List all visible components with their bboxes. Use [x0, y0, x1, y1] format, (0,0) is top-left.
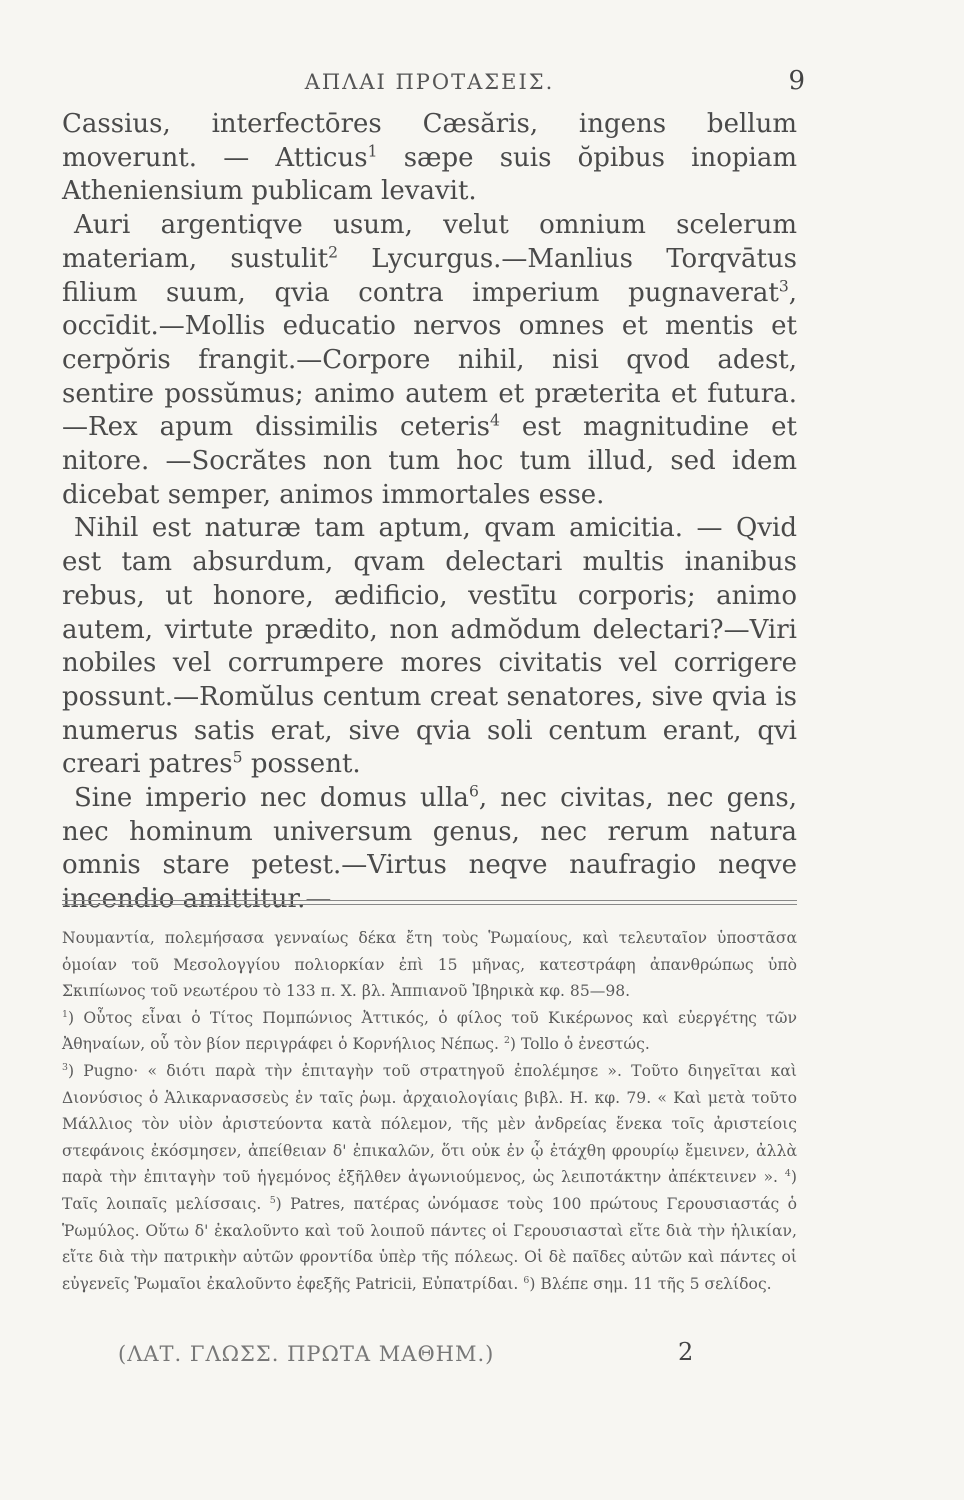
text-run: Lycurgus.—Manlius Torqvātus filium suum, qvia contra imperium pugnaverat: [62, 243, 798, 308]
footnote-mark: 2: [503, 1035, 510, 1047]
footnote-1: [62, 1005, 797, 1058]
running-header: [62, 66, 805, 100]
footnote-mark: 4: [784, 1168, 791, 1180]
running-title: ΑΠΛΑΙ ΠΡΟΤΑΣΕΙΣ.: [304, 70, 555, 94]
main-text: [62, 108, 797, 917]
text-run: , occīdit.—Mollis educatio nervos omnes et mentis et cerpŏris frangit.—Corpore nihil, nisi qvod adest, sentire possŭmus; animo autem et præterita et futura.—Rex apum dissimilis ceteris: [62, 277, 797, 443]
footnote-text: ) Οὗτος εἶναι ὁ Τίτος Πομπώνιος Ἀττικός, ὁ φίλος τοῦ Κικέρωνος καὶ εὐεργέτης τῶν Ἀθηναίων, οὗ τὸν βίον περιγράφει ὁ Κορνήλιος Νέπως.: [62, 1008, 797, 1054]
page-number: 9: [788, 66, 805, 96]
text-run: Cassius, interfectōres Cæsăris, ingens bellum moverunt. — Atticus: [62, 109, 797, 173]
footnote-divider-2: [62, 904, 797, 905]
paragraph-3: [62, 512, 797, 782]
footnote-text: ) Ταῖς λοιπαῖς μελίσσαις.: [62, 1168, 797, 1213]
text-run: , nec civitas, nec gens, nec hominum universum genus, nec rerum natura omnis stare petest.—Virtus neqve naufragio neqve incendio amittitur.—: [62, 783, 797, 915]
footnote-continued: [62, 925, 797, 1005]
printer-signature: (ΛΑΤ. ΓΛΩΣΣ. ΠΡΩΤΑ ΜΑΘΗΜ.): [118, 1342, 495, 1366]
text-run: Nihil est naturæ tam aptum, qvam amicitia. — Qvid est tam absurdum, qvam delectari multis inanibus rebus, ut honore, ædificio, vestītu corporis; animo autem, virtute prædito, non admŏdum delectari?—Viri nobiles vel corrumpere mores civitatis vel corrigere possunt.—Romŭlus centum creat senatores, sive qvia is numerus satis erat, sive qvia soli centum erant, qvi creari patres: [62, 513, 797, 780]
signature-line: [118, 1338, 718, 1378]
paragraph-1: [62, 108, 797, 209]
text-run: sæpe suis ŏpibus inopiam Atheniensium publicam levavit.: [62, 142, 797, 207]
footnotes: [62, 925, 797, 1297]
footnote-3: [62, 1058, 797, 1297]
footnote-divider: [62, 900, 797, 901]
text-run: Sine imperio nec domus ulla: [74, 783, 469, 814]
footnote-text: ) Βλέπε σημ. 11 τῆς 5 σελίδος.: [529, 1274, 772, 1293]
sheet-number: 2: [678, 1338, 694, 1366]
footnote-mark: 5: [269, 1194, 276, 1206]
footnote-mark: 1: [62, 1008, 68, 1020]
footnote-text: Νουμαντία, πολεμήσασα γενναίως δέκα ἔτη τοὺς Ῥωμαίους, καὶ τελευταῖον ὑποστᾶσα ὁμοίαν τοῦ Μεσολογγίου πολιορκίαν ἐπὶ 15 μῆνας, κατεστράφη ἀπανθρώπως ὑπὸ Σκιπίωνος τοῦ νεωτέρου τὸ 133 π. Χ. βλ. Ἀππιανοῦ Ἰβηρικὰ κφ. 85—98.: [62, 929, 797, 1001]
footnote-ref-1: 1: [367, 142, 378, 161]
footnote-ref-5: 5: [232, 748, 243, 767]
footnote-ref-6: 6: [468, 782, 479, 801]
footnote-mark: 6: [523, 1274, 530, 1286]
footnote-text: ) Pugno· « διότι παρὰ τὴν ἐπιταγὴν τοῦ στρατηγοῦ ἐπολέμησε ». Τοῦτο διηγεῖται καὶ Διονύσιος ὁ Ἁλικαρνασσεὺς ἐν ταῖς ῥωμ. ἀρχαιολογίαις βιβλ. Η. κφ. 79. « Καὶ μετὰ τοῦτο Μάλλιος τὸν υἱὸν ἀριστεύοντα κατὰ πόλεμον, τῆς μὲν ἀνδρείας ἕνεκα τοῖς ἀριστείοις στεφάνοις ἐκόσμησεν, ἀπείθειαν δ' ἐπικαλῶν, ὅτι οὐκ ἐν ᾧ ἐτάχθη φρουρίῳ ἔμεινεν, ἀλλὰ παρὰ τὴν ἐπιταγὴν τοῦ ἡγεμόνος ἐξῆλθεν ἀγωνιούμενος, ὡς λειποτάκτην ἀπέκτεινεν ».: [62, 1061, 797, 1187]
footnote-ref-3: 3: [778, 276, 789, 295]
text-run: est magnitudine et nitore. —Socrătes non tum hoc tum illud, sed idem dicebat semper, animos immortales esse.: [62, 412, 797, 510]
text-run: possent.: [242, 749, 361, 780]
footnote-ref-2: 2: [328, 243, 338, 262]
footnote-text: ) Patres, πατέρας ὠνόμασε τοὺς 100 πρώτους Γερουσιαστάς ὁ Ῥωμύλος. Οὕτω δ' ἐκαλοῦντο καὶ τοῦ λοιποῦ πάντες οἱ Γερουσιασταὶ εἴτε διὰ τὴν ἡλικίαν, εἴτε διὰ τὴν πατρικὴν αὐτῶν φροντίδα ὑπὲρ τῆς πόλεως. Οἱ δὲ παῖδες αὐτῶν καὶ πάντες οἱ εὐγενεῖς Ῥωμαῖοι ἐκαλοῦντο ἐφεξῆς Patricii, Εὐπατρίδαι.: [62, 1194, 797, 1293]
text-run: Auri argentiqve usum, velut omnium scelerum materiam, sustulit: [62, 210, 797, 274]
footnote-mark: 3: [62, 1061, 68, 1073]
paragraph-4: [62, 782, 797, 917]
footnote-ref-4: 4: [489, 411, 500, 430]
paragraph-2: [62, 209, 797, 512]
footnote-text: ) Tollo ὁ ἐνεστώς.: [509, 1035, 650, 1054]
